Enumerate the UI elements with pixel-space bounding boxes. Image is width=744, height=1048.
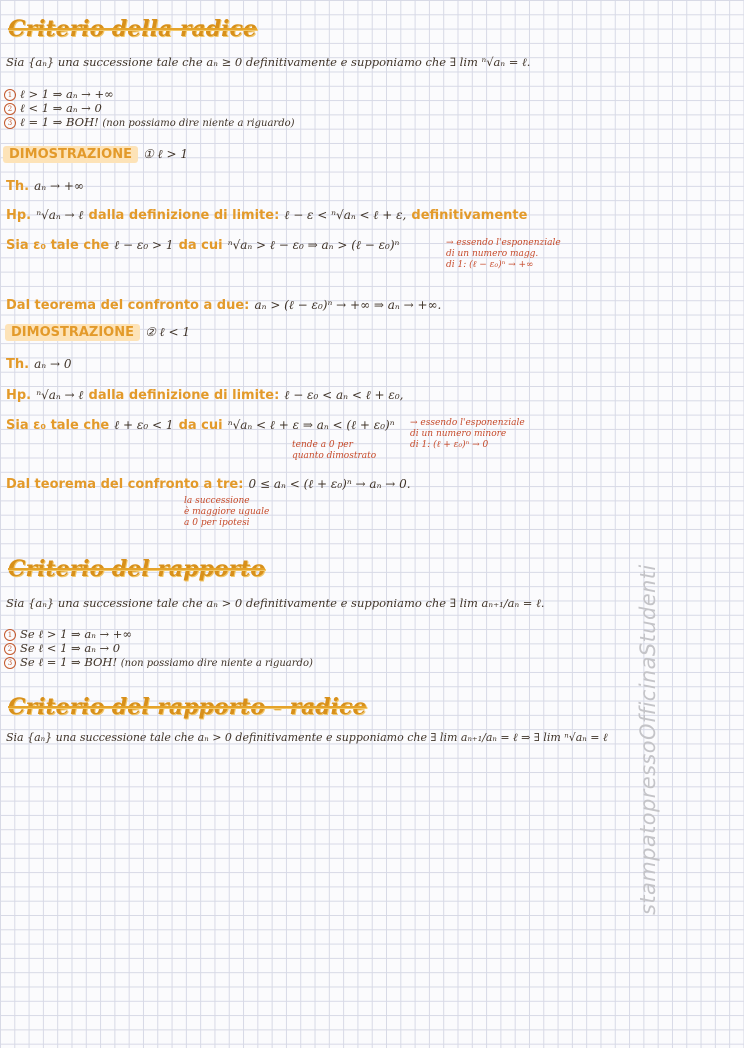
demo2-hypothesis (6, 384, 403, 403)
note-line: di un numero minore (410, 429, 507, 439)
case-text: Se ℓ = 1 ⇒ BOH! (20, 655, 118, 669)
thesis-math: aₙ → 0 (34, 357, 72, 371)
section-title-ratio-test: Criterio del rapporto (8, 556, 266, 582)
hypothesis-label: Hp. (6, 388, 32, 403)
case-number: 2 (4, 643, 16, 655)
note-line: tende a 0 per (292, 440, 353, 450)
demo-case: ② ℓ < 1 (145, 325, 190, 339)
root-test-case-2 (4, 101, 102, 115)
conclusion-math: 0 ≤ aₙ < (ℓ + ε₀)ⁿ → aₙ → 0. (248, 477, 411, 491)
case-number: 3 (4, 657, 16, 669)
demo-case: ① ℓ > 1 (143, 147, 188, 161)
thesis-label: Th. (6, 179, 30, 194)
case-number: 1 (4, 89, 16, 101)
case-text: Se ℓ > 1 ⇒ aₙ → +∞ (20, 627, 133, 641)
sia-condition: ℓ + ε₀ < 1 (114, 418, 174, 432)
hypothesis-math: ⁿ√aₙ → ℓ (36, 208, 84, 222)
note-line: di 1: (ℓ − ε₀)ⁿ → +∞ (446, 260, 534, 270)
ratio-test-case-1 (4, 627, 132, 641)
sia-math: ⁿ√aₙ > ℓ − ε₀ ⇒ aₙ > (ℓ − ε₀)ⁿ (227, 238, 400, 252)
case-number: 3 (4, 117, 16, 129)
demo2-side-note (410, 418, 525, 451)
case-text: ℓ < 1 ⇒ aₙ → 0 (20, 101, 102, 115)
note-line: la successione (184, 496, 250, 506)
ratio-test-case-2 (4, 641, 120, 655)
ratio-test-case-3 (4, 655, 313, 669)
note-line: di un numero magg. (446, 249, 539, 259)
thesis-label: Th. (6, 357, 30, 372)
ratio-test-statement: Sia {aₙ} una successione tale che aₙ > 0 definitivamente e supponiamo che ∃ lim aₙ₊₁/aₙ = ℓ. (6, 596, 545, 610)
demo2-sia (6, 414, 395, 433)
demo-label: DIMOSTRAZIONE (5, 324, 140, 341)
note-line: → essendo l'esponenziale (446, 238, 561, 248)
demo-label: DIMOSTRAZIONE (3, 146, 138, 163)
demo2-header (5, 321, 190, 340)
demo1-sia (6, 234, 399, 253)
conclusion-label: Dal teorema del confronto a tre: (6, 477, 244, 492)
case-note: (non possiamo dire niente a riguardo) (120, 658, 313, 669)
hypothesis-inequality: ℓ − ε < ⁿ√aₙ < ℓ + ε, (284, 208, 407, 222)
watermark: stampatopressoOfficinaStudenti (636, 564, 660, 915)
ratio-root-test-statement: Sia {aₙ} una successione tale che aₙ > 0 definitivamente e supponiamo che ∃ lim aₙ₊₁/aₙ = ℓ ⇒ ∃ lim ⁿ√aₙ = ℓ (6, 731, 608, 744)
note-line: a 0 per ipotesi (184, 518, 250, 528)
root-test-case-3 (4, 115, 295, 129)
conclusion-label: Dal teorema del confronto a due: (6, 298, 250, 313)
demo1-header (3, 143, 188, 162)
demo2-thesis (6, 353, 72, 372)
case-text: Se ℓ < 1 ⇒ aₙ → 0 (20, 641, 121, 655)
case-number: 1 (4, 629, 16, 641)
sia-math: ⁿ√aₙ < ℓ + ε ⇒ aₙ < (ℓ + ε₀)ⁿ (227, 418, 395, 432)
root-test-case-1 (4, 87, 114, 101)
section-title-ratio-root-test: Criterio del rapporto - radice (8, 694, 367, 720)
hypothesis-text: dalla definizione di limite: (88, 388, 280, 403)
hypothesis-label: Hp. (6, 208, 32, 223)
hypothesis-inequality: ℓ − ε₀ < aₙ < ℓ + ε₀, (284, 388, 404, 402)
demo1-conclusion (6, 294, 441, 313)
demo2-mid-note (292, 440, 376, 462)
section-title-root-test: Criterio della radice (8, 16, 257, 42)
case-text: ℓ = 1 ⇒ BOH! (20, 115, 99, 129)
demo1-hypothesis (6, 204, 527, 223)
hypothesis-text: dalla definizione di limite: (88, 208, 280, 223)
demo1-thesis (6, 175, 84, 194)
demo1-side-note (446, 238, 561, 271)
conclusion-math: aₙ > (ℓ − ε₀)ⁿ → +∞ ⇒ aₙ → +∞. (254, 298, 442, 312)
sia-condition: ℓ − ε₀ > 1 (114, 238, 174, 252)
case-text: ℓ > 1 ⇒ aₙ → +∞ (20, 87, 114, 101)
case-number: 2 (4, 103, 16, 115)
root-test-statement: Sia {aₙ} una successione tale che aₙ ≥ 0 definitivamente e supponiamo che ∃ lim ⁿ√aₙ = ℓ. (6, 55, 531, 69)
demo2-below-note (184, 496, 269, 529)
sia-label: Sia ε₀ tale che (6, 238, 110, 253)
hypothesis-after: definitivamente (411, 208, 528, 223)
sia-label: Sia ε₀ tale che (6, 418, 110, 433)
case-note: (non possiamo dire niente a riguardo) (102, 118, 295, 129)
note-line: di 1: (ℓ + ε₀)ⁿ → 0 (410, 440, 489, 450)
note-line: → essendo l'esponenziale (410, 418, 525, 428)
demo2-conclusion (6, 473, 411, 492)
da-cui: da cui (178, 418, 223, 433)
note-line: è maggiore uguale (184, 507, 270, 517)
note-line: quanto dimostrato (292, 451, 377, 461)
da-cui: da cui (178, 238, 223, 253)
thesis-math: aₙ → +∞ (34, 179, 84, 193)
hypothesis-math: ⁿ√aₙ → ℓ (36, 388, 84, 402)
